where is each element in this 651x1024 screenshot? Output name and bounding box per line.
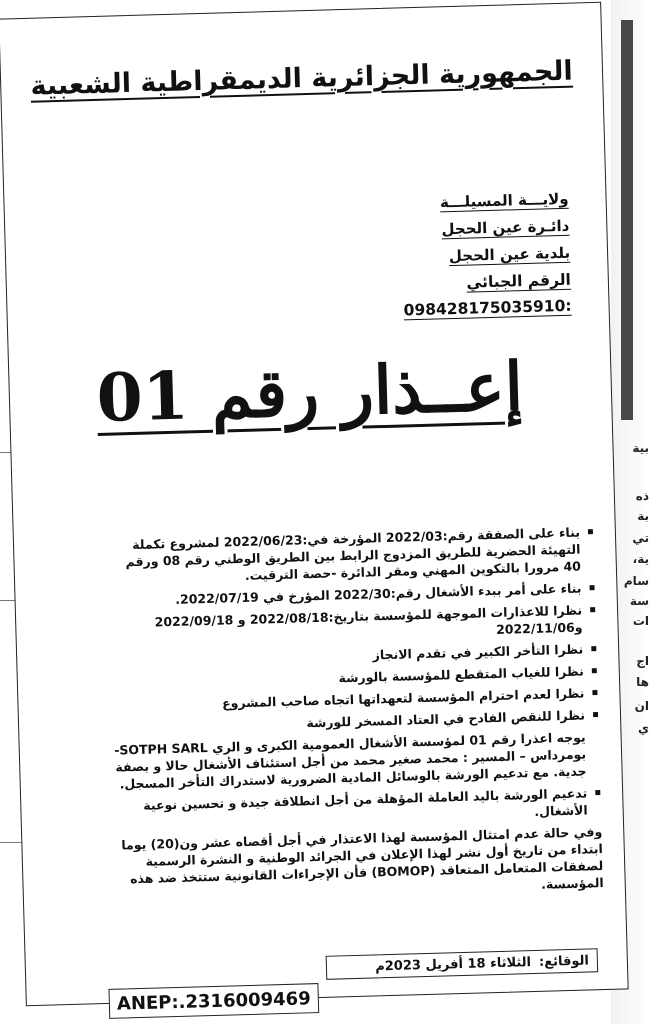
list-item: ▪ نظرا لعدم احترام المؤسسة لتعهداتها اتجاه صاحب المشروع <box>108 685 584 715</box>
reinforcement-paragraph: ▪ تدعيم الورشة باليد العاملة المؤهلة من أجل انطلاقة جيدة و تحسين نوعية الأشغال. <box>111 784 588 831</box>
document-sheet <box>0 2 629 1015</box>
list-item: ▪ نظرا للاعذارات الموجهة للمؤسسة بتاريخ:2022/08/18 و 2022/09/18 و2022/11/06 <box>106 602 583 649</box>
adjacent-page-fragment: ها <box>636 675 649 689</box>
republic-header: الجمهورية الجزائرية الديمقراطية الشعبية <box>30 55 574 102</box>
considerations-list <box>104 523 602 832</box>
notice-paragraph: يوجه اعذرا رقم 01 لمؤسسة الأشغال العمومية الكبرى و الري SOTPH SARL- بومرداس – المسير : محمد صغير محمد من أجل استئناف الأشغال حالا و بصفة جدية. مع تدعيم الورشة بالوسائل المادية الضرورية لاستدراك التأخر المسجل. <box>113 729 587 792</box>
list-item: ▪ نظرا التأخر الكبير في تقدم الانجاز <box>107 641 583 671</box>
daira-line: دائـرة عين الحجل <box>441 216 570 239</box>
adjacent-page-fragment: اج <box>636 654 649 668</box>
publication-label: الوقائع: <box>538 952 590 970</box>
adjacent-page-fragment: تي <box>632 531 649 545</box>
adjacent-page-fragment: ذه <box>635 489 649 503</box>
warning-paragraph: وفي حالة عدم امتثال المؤسسة لهذا الاعتذار في أجل أقصاه عشر ون(20) يوما ابتداء من تاريخ أول نشر لهذا الإعلان في الجرائد الوطنية و النشرة الرسمية لصفقات المتعامل المتعاقد (BOMOP) فأن الإجراءات القانونية ستتخذ ضد هذه المؤسسة. <box>121 824 604 892</box>
list-item: ▪ نظرا للغياب المتقطع للمؤسسة بالورشة <box>108 663 584 693</box>
adjacent-page-fragment: ات <box>632 614 649 628</box>
adjacent-page-fragment: سام <box>623 574 649 588</box>
adjacent-page-fragment: سة <box>629 594 649 608</box>
list-item: ▪ بناء على الصفقة رقم:2022/03 المؤرخة في:2022/06/23 لمشروع تكملة التهيئة الحضرية للطريق المزدوج الرابط بين الطريق الوطني رقم 08 ورقم 40 مرورا بالتكوين المهني ومقر الدائرة -حصة الترقيت. <box>104 524 581 588</box>
publication-date: الثلاثاء 18 أفريل 2023م <box>375 954 532 974</box>
adjacent-page-fragment: ي <box>638 721 649 735</box>
fiscal-number-line: الرقم الجبائي :098428175035910 <box>403 270 572 320</box>
adjacent-page-shadow <box>621 20 633 420</box>
administration-block <box>304 186 572 327</box>
list-item: ▪ بناء على أمر ببدء الأشغال رقم:2022/30 المؤرخ في 2022/07/19. <box>105 580 581 610</box>
notice-title: إعــذار رقم 01 <box>95 347 525 437</box>
notice-body <box>104 523 604 910</box>
adjacent-page-fragment: ية، <box>632 552 649 566</box>
commune-line: بلدية عين الحجل <box>448 243 571 266</box>
anep-reference: ANEP:.2316009469 <box>108 983 319 1019</box>
adjacent-page-fragment: ان <box>634 699 649 713</box>
publication-date-bar <box>326 948 599 980</box>
adjacent-page-fragment: بة <box>637 509 649 523</box>
list-item: ▪ نظرا للنقص الفادح في العتاد المسخر للورشة <box>109 707 585 737</box>
adjacent-page-fragment: بية <box>632 441 649 455</box>
wilaya-line: ولايـــة المسيلـــة <box>439 189 569 212</box>
